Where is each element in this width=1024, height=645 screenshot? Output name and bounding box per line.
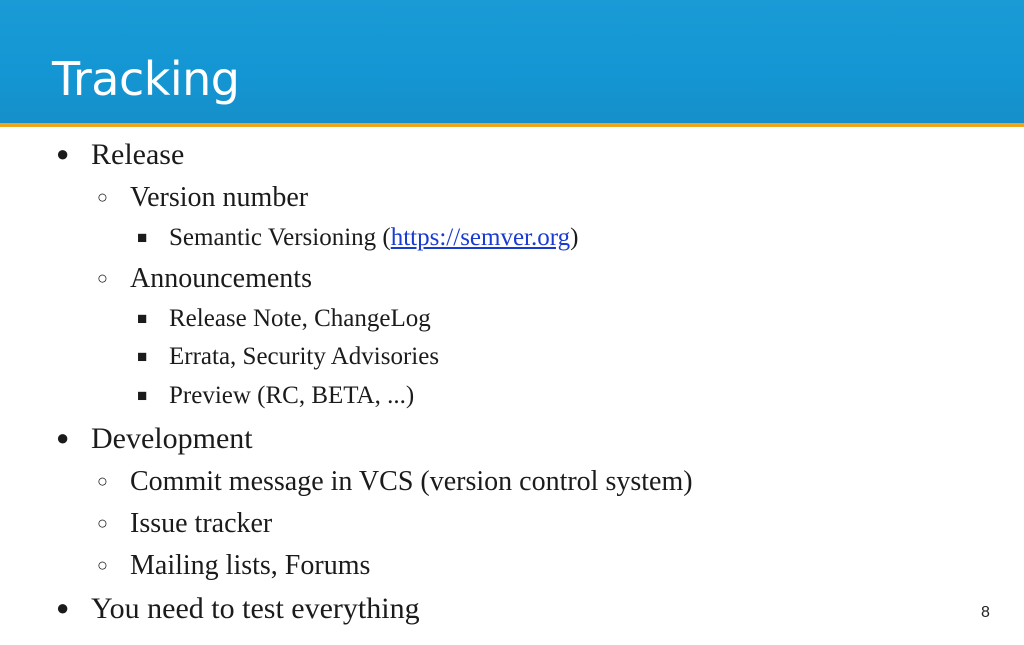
list-item-label: Development [91, 422, 253, 455]
list-item-label-suffix: ) [570, 224, 579, 251]
list-item-errata [137, 343, 439, 371]
list-item-release [56, 138, 184, 172]
list-item-semantic-versioning [137, 224, 578, 252]
bullet-square-icon: ■ [137, 347, 148, 366]
list-item-label: Announcements [130, 263, 312, 294]
bullet-square-icon: ■ [137, 309, 148, 328]
list-item-label: Release [91, 138, 185, 171]
page-number: 8 [981, 604, 990, 621]
list-item-preview [137, 382, 414, 410]
bullet-square-icon: ■ [137, 228, 148, 247]
bullet-square-icon: ■ [137, 386, 148, 405]
list-item-issue-tracker [97, 508, 272, 540]
list-item-label: Release Note, ChangeLog [169, 305, 431, 332]
list-item-label: You need to test everything [91, 592, 420, 625]
list-item-label: Commit message in VCS (version control system) [130, 466, 693, 497]
bullet-filled-circle-icon: ● [56, 595, 70, 620]
header-accent-rule [0, 123, 1024, 127]
list-item-label: Errata, Security Advisories [169, 343, 440, 370]
list-item-mailing-lists [97, 550, 370, 582]
semver-link[interactable]: https://semver.org [390, 224, 571, 251]
list-item-test-everything [56, 592, 420, 626]
bullet-hollow-circle-icon: ○ [97, 471, 108, 491]
list-item-label: Preview (RC, BETA, ...) [169, 382, 415, 409]
list-item-announcements [97, 263, 312, 295]
list-item-label: Mailing lists, Forums [130, 550, 371, 581]
bullet-hollow-circle-icon: ○ [97, 268, 108, 288]
bullet-filled-circle-icon: ● [56, 425, 70, 450]
bullet-hollow-circle-icon: ○ [97, 555, 108, 575]
list-item-label: Issue tracker [130, 508, 273, 539]
bullet-hollow-circle-icon: ○ [97, 187, 108, 207]
slide-title: Tracking [52, 52, 240, 106]
list-item-development [56, 422, 253, 456]
list-item-version-number [97, 182, 308, 214]
list-item-label: Version number [130, 182, 309, 213]
bullet-hollow-circle-icon: ○ [97, 513, 108, 533]
list-item-label-prefix: Semantic Versioning ( [169, 224, 391, 251]
list-item-release-note [137, 305, 431, 333]
list-item-commit-message [97, 466, 693, 498]
bullet-filled-circle-icon: ● [56, 141, 70, 166]
